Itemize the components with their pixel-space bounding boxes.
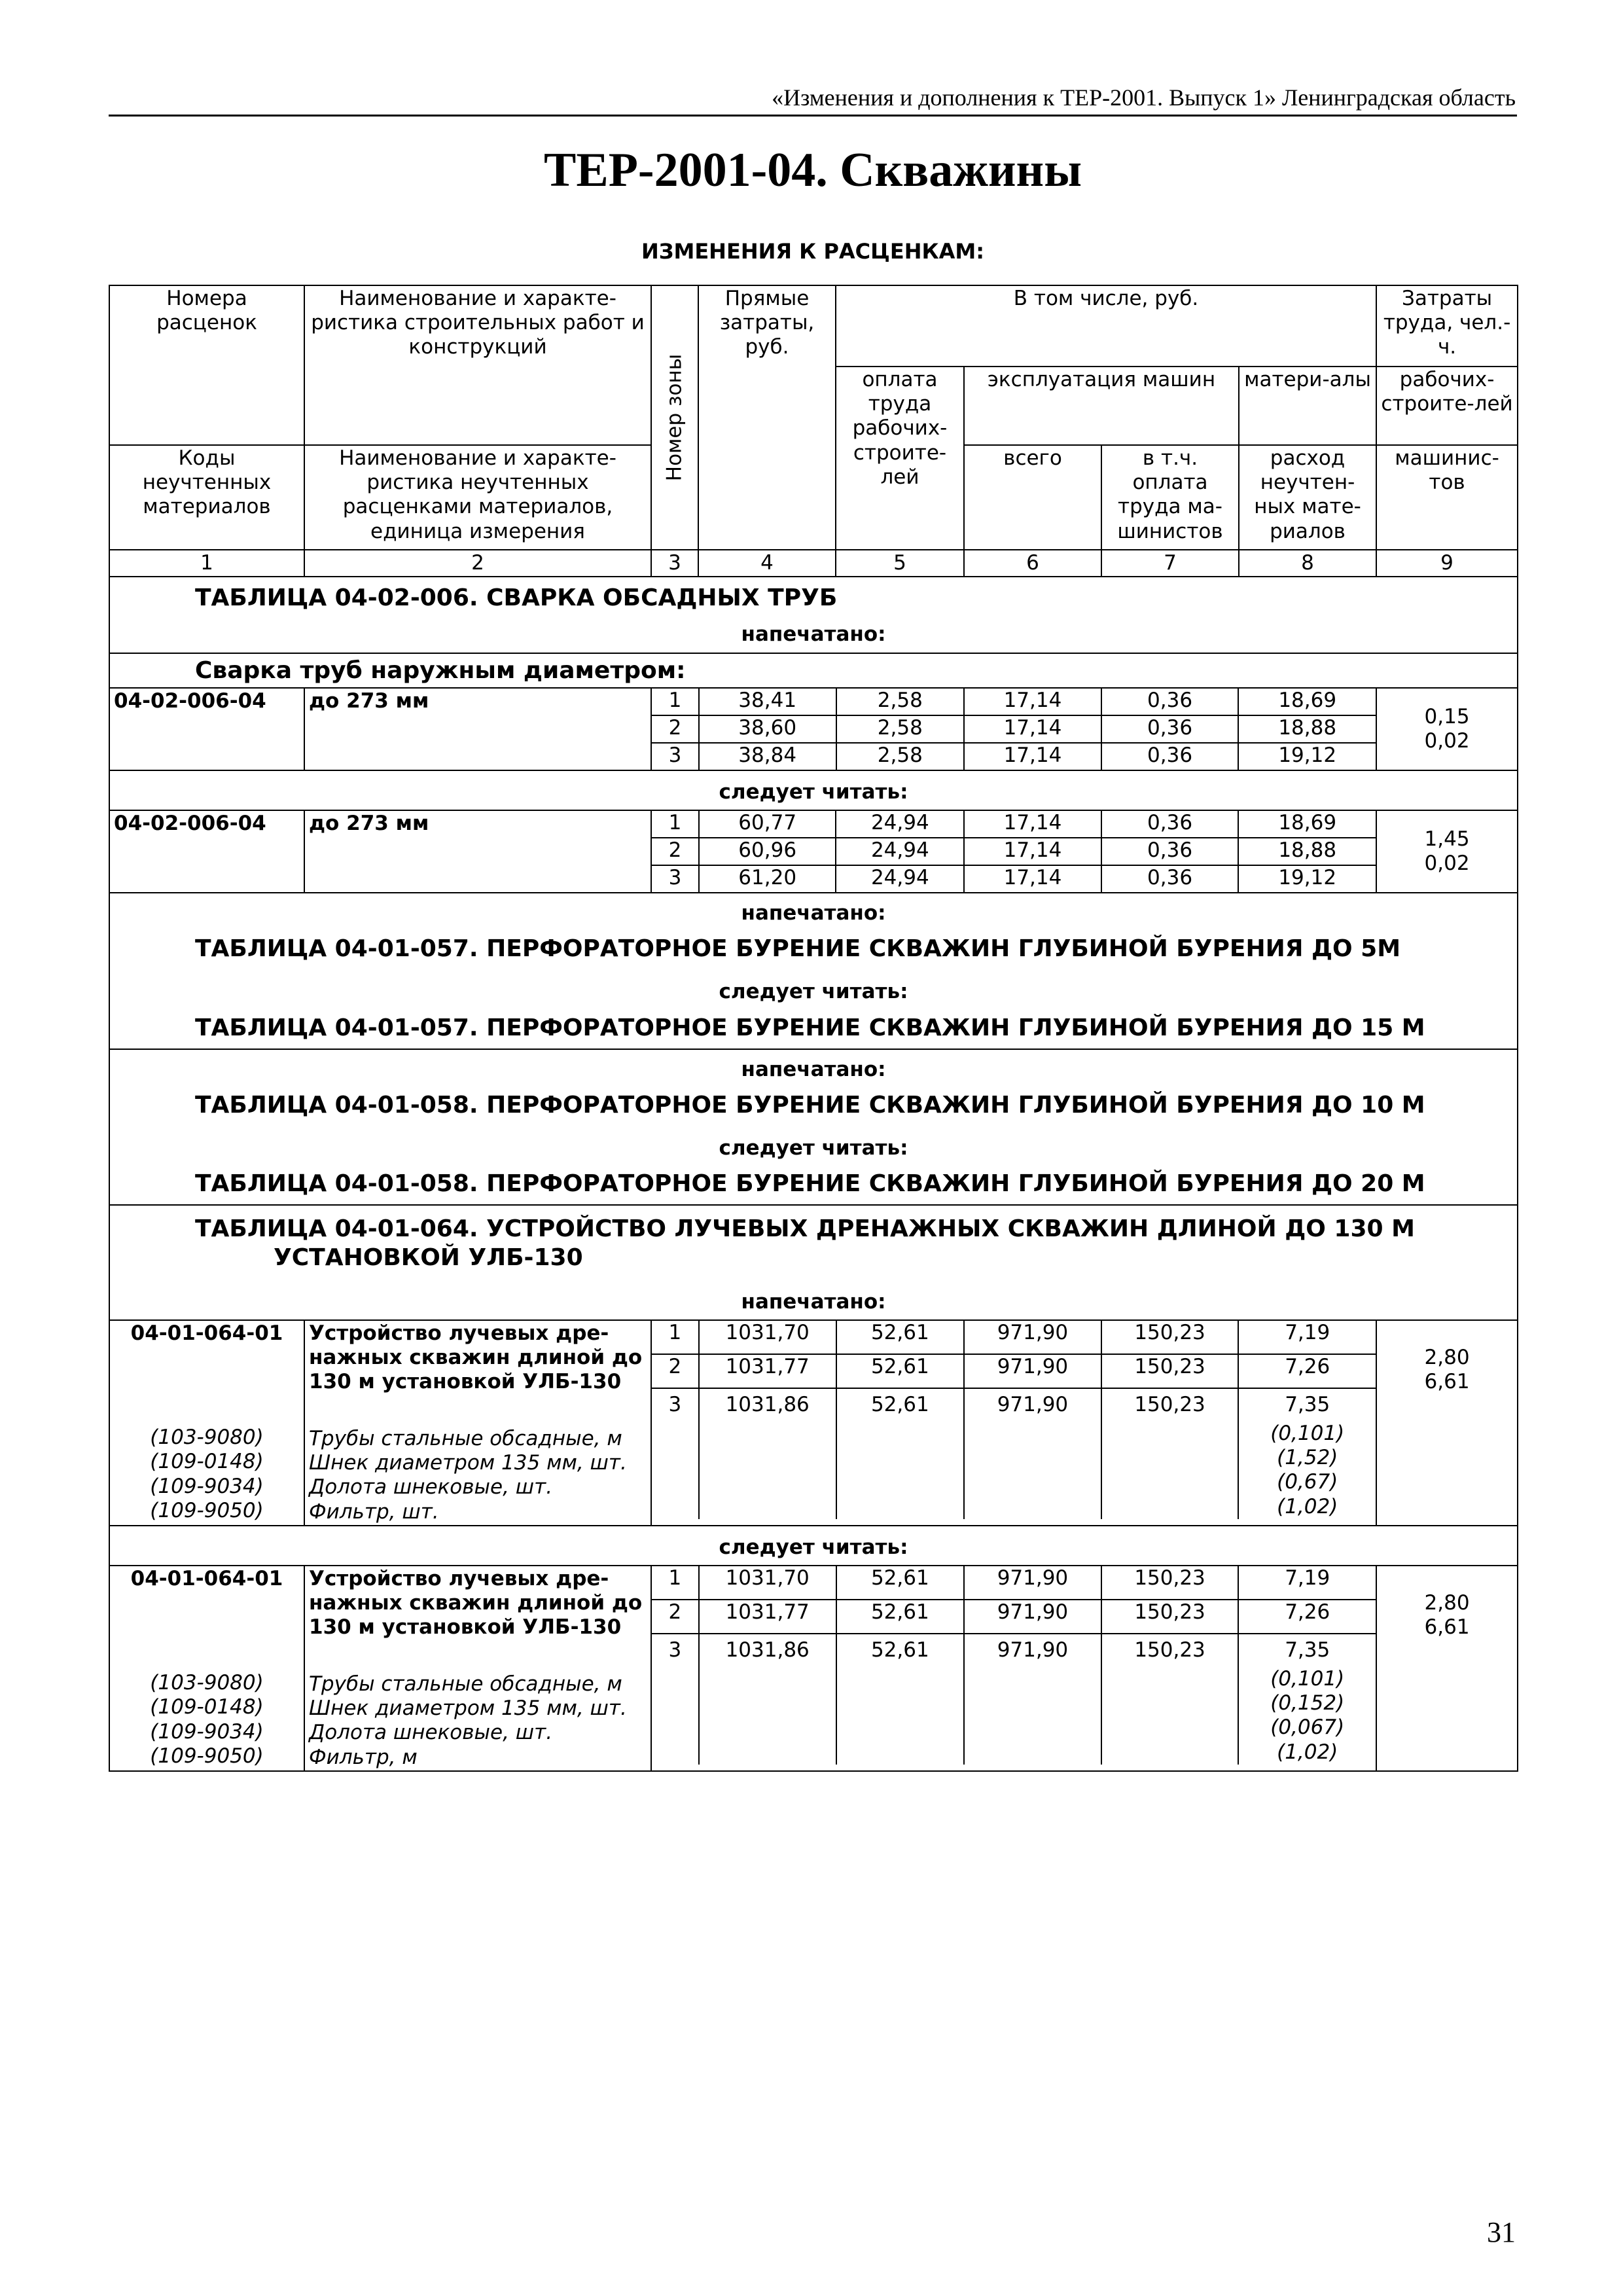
table-row — [109, 1320, 1518, 1526]
labor-machinists: 0,02 — [1424, 728, 1470, 753]
zone-number: 1 — [652, 1321, 699, 1354]
header-rate-numbers: Номера расценок — [109, 285, 304, 445]
worker-pay: 2,58 — [836, 689, 965, 715]
rates-table — [109, 285, 1518, 1772]
zone-values — [651, 1320, 1376, 1526]
zone-number: 2 — [652, 1354, 699, 1388]
header-labor-machinists: машинис-тов — [1376, 445, 1518, 550]
table-006-title: ТАБЛИЦА 04-02-006. СВАРКА ОБСАДНЫХ ТРУБ — [195, 584, 838, 612]
zone-values — [651, 688, 1376, 770]
direct-cost: 1031,77 — [699, 1354, 836, 1388]
machinists-pay: 0,36 — [1101, 689, 1239, 715]
material-name: Шнек диаметром 135 мм, шт. — [309, 1451, 627, 1475]
unaccounted-qty: (1,02) — [1277, 1494, 1338, 1518]
table-057-block — [109, 893, 1518, 1049]
rate-name: до 273 мм — [304, 688, 651, 770]
machine-total: 17,14 — [964, 689, 1101, 715]
materials: 18,69 — [1238, 811, 1376, 838]
machine-total: 971,90 — [964, 1634, 1101, 1765]
table-057-printed-title: ТАБЛИЦА 04-01-057. ПЕРФОРАТОРНОЕ БУРЕНИЕ СКВАЖИН ГЛУБИНОЙ БУРЕНИЯ ДО 5М — [195, 935, 1401, 963]
direct-cost: 60,77 — [699, 811, 836, 838]
material-code: (109-9050) — [150, 1744, 264, 1768]
table-058-correct-title: ТАБЛИЦА 04-01-058. ПЕРФОРАТОРНОЕ БУРЕНИЕ СКВАЖИН ГЛУБИНОЙ БУРЕНИЯ ДО 20 М — [195, 1170, 1425, 1198]
direct-cost: 38,84 — [699, 743, 836, 770]
should-read-label: следует читать: — [109, 1526, 1518, 1566]
material-code: (103-9080) — [150, 1426, 264, 1450]
header-zone — [651, 285, 698, 550]
materials: 7,19 — [1238, 1566, 1376, 1600]
unaccounted-qty: (1,02) — [1277, 1740, 1338, 1764]
material-code: (109-9050) — [150, 1498, 264, 1522]
materials: 7,19 — [1238, 1321, 1376, 1354]
machinists-pay: 150,23 — [1101, 1388, 1239, 1519]
materials: 7,26 — [1238, 1600, 1376, 1634]
table-064-title-line1: ТАБЛИЦА 04-01-064. УСТРОЙСТВО ЛУЧЕВЫХ ДРЕНАЖНЫХ СКВАЖИН ДЛИНОЙ ДО 130 М — [195, 1215, 1415, 1243]
machine-total: 17,14 — [964, 743, 1101, 770]
zone-number: 3 — [652, 743, 699, 770]
header-direct-costs: Прямые затраты, руб. — [698, 285, 836, 550]
unaccounted-qty: (0,152) — [1270, 1691, 1345, 1715]
labor-workers: 2,80 — [1424, 1346, 1470, 1369]
worker-pay: 52,61 — [836, 1321, 965, 1354]
labor-workers: 2,80 — [1424, 1590, 1470, 1615]
unaccounted-qty: (0,101) — [1270, 1666, 1345, 1691]
should-read-label: следует читать: — [719, 980, 908, 1004]
header-labor: Затраты труда, чел.-ч. — [1376, 285, 1518, 367]
worker-pay: 52,61 — [836, 1566, 965, 1600]
machine-total: 971,90 — [964, 1566, 1101, 1600]
header-work-name: Наименование и характе-ристика строительных работ и конструкций — [304, 285, 651, 445]
material-name: Трубы стальные обсадные, м — [309, 1672, 622, 1696]
labor-workers: 1,45 — [1424, 827, 1470, 851]
zone-values-table — [652, 1566, 1376, 1765]
column-number: 9 — [1376, 550, 1518, 577]
table-006-subheading: Сварка труб наружным диаметром: — [109, 653, 1518, 688]
machine-total: 17,14 — [964, 838, 1101, 865]
running-head: «Изменения и дополнения к ТЕР-2001. Выпуск 1» Ленинградская область — [772, 84, 1516, 111]
labor-values — [1376, 1320, 1518, 1526]
rate-code-cell — [109, 1566, 304, 1771]
zone-number: 2 — [652, 1600, 699, 1634]
column-number: 7 — [1101, 550, 1239, 577]
header-rule — [109, 115, 1517, 117]
unaccounted-qty: (0,67) — [1277, 1470, 1338, 1494]
machinists-pay: 150,23 — [1101, 1321, 1239, 1354]
printed-label: напечатано: — [741, 901, 886, 925]
material-code: (109-0148) — [150, 1450, 264, 1474]
column-number: 3 — [651, 550, 698, 577]
materials: 7,35 — [1285, 1638, 1330, 1662]
materials: 19,12 — [1278, 743, 1337, 767]
column-number: 8 — [1239, 550, 1376, 577]
direct-cost: 61,20 — [699, 865, 836, 892]
rate-name-cell — [304, 1320, 651, 1526]
materials: 18,88 — [1238, 715, 1376, 743]
should-read-label: следует читать: — [109, 770, 1518, 810]
zone-number: 1 — [652, 689, 699, 715]
machine-total: 17,14 — [964, 865, 1101, 892]
rate-code-cell — [109, 1320, 304, 1526]
machinists-pay: 0,36 — [1101, 743, 1239, 770]
machine-total: 971,90 — [964, 1354, 1101, 1388]
machine-total: 971,90 — [964, 1388, 1101, 1519]
worker-pay: 52,61 — [836, 1634, 965, 1765]
zone-values-table — [652, 689, 1376, 770]
materials: 18,88 — [1238, 838, 1376, 865]
table-058-block — [109, 1049, 1518, 1206]
labor-machinists: 6,61 — [1424, 1615, 1470, 1640]
zone-values — [651, 1566, 1376, 1771]
direct-cost: 1031,70 — [699, 1321, 836, 1354]
unaccounted-qty: (1,52) — [1277, 1446, 1338, 1470]
section-title: ИЗМЕНЕНИЯ К РАСЦЕНКАМ: — [641, 239, 985, 264]
zone-values — [651, 810, 1376, 893]
rate-name: до 273 мм — [304, 810, 651, 893]
direct-cost: 1031,77 — [699, 1600, 836, 1634]
worker-pay: 24,94 — [836, 811, 964, 838]
page-number: 31 — [1487, 2216, 1516, 2248]
document-title: ТЕР-2001-04. Скважины — [544, 143, 1082, 197]
column-number: 6 — [964, 550, 1101, 577]
labor-values — [1376, 1566, 1518, 1771]
header-zone-label: Номер зоны — [662, 353, 687, 482]
materials: 7,26 — [1238, 1354, 1376, 1388]
direct-cost: 38,41 — [699, 689, 836, 715]
zone-values-table — [652, 1321, 1376, 1519]
rate-name: Устройство лучевых дре-нажных скважин длиной до 130 м установкой УЛБ-130 — [309, 1321, 643, 1394]
header-material-names: Наименование и характе-ристика неучтенных расценками материалов, единица измерения — [304, 445, 651, 550]
zone-number: 3 — [652, 1388, 699, 1519]
rate-code: 04-02-006-04 — [109, 688, 304, 770]
worker-pay: 52,61 — [836, 1388, 965, 1519]
material-code: (109-9034) — [150, 1719, 264, 1744]
table-row — [109, 810, 1518, 893]
material-name: Долота шнековые, шт. — [309, 1721, 553, 1745]
table-row — [109, 688, 1518, 770]
material-name: Долота шнековые, шт. — [309, 1475, 553, 1499]
table-006-banner — [109, 577, 1518, 653]
direct-cost: 60,96 — [699, 838, 836, 865]
zone-number: 1 — [652, 1566, 699, 1600]
worker-pay: 2,58 — [836, 743, 965, 770]
materials: 19,12 — [1278, 865, 1337, 889]
material-name: Трубы стальные обсадные, м — [309, 1427, 622, 1450]
machine-total: 17,14 — [964, 811, 1101, 838]
column-number: 4 — [698, 550, 836, 577]
material-name: Фильтр, шт. — [309, 1499, 439, 1524]
material-code: (103-9080) — [150, 1671, 264, 1695]
direct-cost: 1031,86 — [699, 1634, 836, 1765]
machinists-pay: 0,36 — [1101, 715, 1239, 743]
table-064-banner — [109, 1205, 1518, 1320]
header-labor-workers: рабочих-строите-лей — [1376, 367, 1518, 445]
direct-cost: 1031,86 — [699, 1388, 836, 1519]
material-name: Шнек диаметром 135 мм, шт. — [309, 1696, 627, 1721]
machinists-pay: 0,36 — [1101, 865, 1239, 892]
rate-code: 04-01-064-01 — [130, 1321, 283, 1345]
machine-total: 17,14 — [964, 715, 1101, 743]
table-row — [109, 1566, 1518, 1771]
worker-pay: 52,61 — [836, 1354, 965, 1388]
column-number: 5 — [836, 550, 964, 577]
zone-number: 2 — [652, 838, 699, 865]
printed-label: напечатано: — [741, 1057, 886, 1081]
table-064-title-line2: УСТАНОВКОЙ УЛБ-130 — [274, 1244, 583, 1271]
labor-machinists: 6,61 — [1424, 1370, 1470, 1394]
direct-cost: 1031,70 — [699, 1566, 836, 1600]
materials-and-unaccounted — [1238, 1634, 1376, 1765]
worker-pay: 2,58 — [836, 715, 965, 743]
header-machinists-pay: в т.ч. оплата труда ма-шинистов — [1101, 445, 1239, 550]
rate-code: 04-02-006-04 — [109, 810, 304, 893]
worker-pay: 24,94 — [836, 865, 964, 892]
machinists-pay: 150,23 — [1101, 1634, 1239, 1765]
labor-machinists: 0,02 — [1424, 851, 1470, 875]
table-057-correct-title: ТАБЛИЦА 04-01-057. ПЕРФОРАТОРНОЕ БУРЕНИЕ СКВАЖИН ГЛУБИНОЙ БУРЕНИЯ ДО 15 М — [195, 1014, 1425, 1041]
unaccounted-qty: (0,101) — [1270, 1422, 1345, 1445]
machinists-pay: 150,23 — [1101, 1600, 1239, 1634]
should-read-label: следует читать: — [719, 1136, 908, 1160]
header-material-codes: Коды неучтенных материалов — [109, 445, 304, 550]
unaccounted-qty: (0,067) — [1270, 1715, 1345, 1740]
machine-total: 971,90 — [964, 1600, 1101, 1634]
header-unaccounted-materials: расход неучтен-ных мате-риалов — [1239, 445, 1376, 550]
zone-number: 1 — [652, 811, 699, 838]
rate-code: 04-01-064-01 — [130, 1566, 283, 1590]
printed-label: напечатано: — [741, 622, 886, 647]
labor-values — [1376, 688, 1518, 770]
header-worker-pay: оплата труда рабочих-строите-лей — [836, 367, 964, 550]
printed-label: напечатано: — [741, 1289, 886, 1314]
material-code: (109-0148) — [150, 1695, 264, 1719]
materials-and-unaccounted — [1238, 1388, 1376, 1519]
zone-number: 2 — [652, 715, 699, 743]
header-materials: матери-алы — [1239, 367, 1376, 445]
direct-cost: 38,60 — [699, 715, 836, 743]
table-058-printed-title: ТАБЛИЦА 04-01-058. ПЕРФОРАТОРНОЕ БУРЕНИЕ СКВАЖИН ГЛУБИНОЙ БУРЕНИЯ ДО 10 М — [195, 1091, 1425, 1119]
machinists-pay: 150,23 — [1101, 1566, 1239, 1600]
labor-workers: 0,15 — [1424, 704, 1470, 728]
worker-pay: 24,94 — [836, 838, 964, 865]
zone-values-table — [652, 811, 1376, 892]
rate-name: Устройство лучевых дре-нажных скважин длиной до 130 м установкой УЛБ-130 — [309, 1566, 643, 1640]
header-machine-total: всего — [964, 445, 1101, 550]
zone-number: 3 — [652, 865, 699, 892]
material-name: Фильтр, м — [309, 1745, 418, 1769]
worker-pay: 52,61 — [836, 1600, 965, 1634]
column-number: 1 — [109, 550, 304, 577]
machinists-pay: 0,36 — [1101, 838, 1239, 865]
column-number: 2 — [304, 550, 651, 577]
machinists-pay: 0,36 — [1101, 811, 1239, 838]
header-including: В том числе, руб. — [836, 285, 1376, 367]
materials: 7,35 — [1285, 1393, 1330, 1416]
zone-number: 3 — [652, 1634, 699, 1765]
rate-name-cell — [304, 1566, 651, 1771]
materials: 18,69 — [1238, 689, 1376, 715]
header-machine-operation: эксплуатация машин — [964, 367, 1239, 445]
machine-total: 971,90 — [964, 1321, 1101, 1354]
material-code: (109-9034) — [150, 1474, 264, 1498]
labor-values — [1376, 810, 1518, 893]
machinists-pay: 150,23 — [1101, 1354, 1239, 1388]
